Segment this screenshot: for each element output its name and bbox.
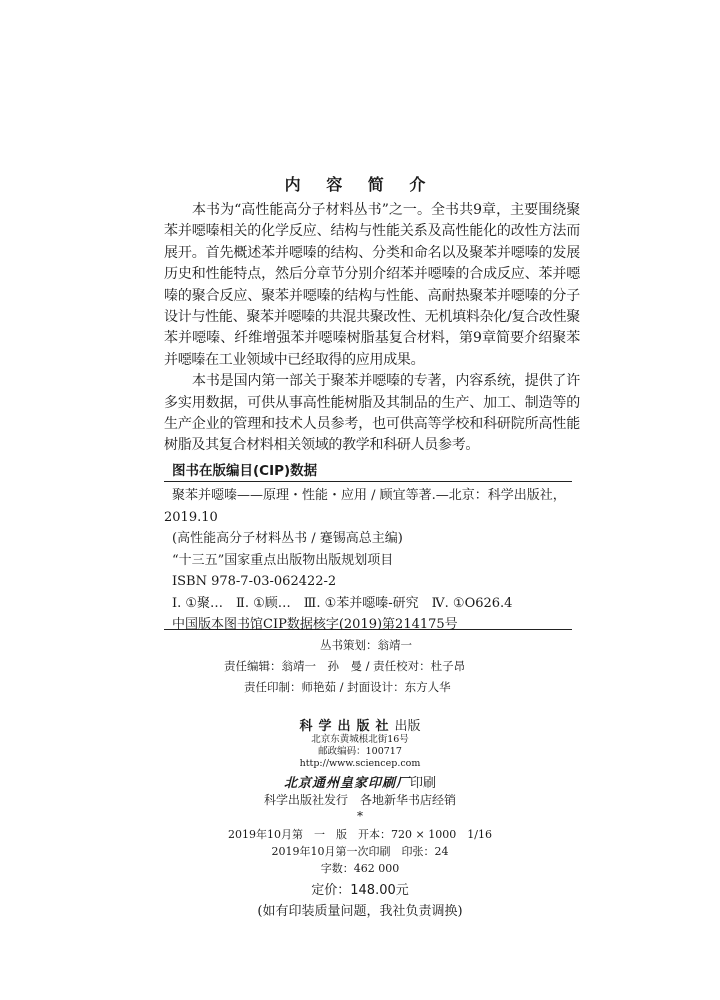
cip-line-series: (高性能高分子材料丛书 / 蹇锡高总主编) <box>172 531 403 546</box>
publisher-website: http://www.sciencep.com <box>299 758 421 769</box>
distribution-line: 科学出版社发行 各地新华书店经销 <box>263 793 456 807</box>
publisher-postcode: 邮政编码：100717 <box>318 746 402 757</box>
content-summary <box>164 200 580 457</box>
edition-info <box>0 826 720 877</box>
cip-line-date: 2019.10 <box>164 509 218 525</box>
cip-line-classification: Ⅰ. ①聚… Ⅱ. ①顾… Ⅲ. ①苯并噁嗪-研究 Ⅳ. ①O626.4 <box>172 595 513 611</box>
publisher-suffix: 出版 <box>394 719 421 734</box>
content-summary-heading: 内 容 简 介 <box>284 175 436 194</box>
publisher-line <box>0 715 720 734</box>
publisher-address: 北京东黄城根北街16号 <box>311 734 409 745</box>
price: 定价：148.00元 <box>311 883 409 898</box>
series-planner: 丛书策划：翁靖一 <box>320 638 412 652</box>
wordcount-line: 字数：462 000 <box>320 862 400 875</box>
cip-line-title: 聚苯并噁嗪——原理・性能・应用 / 顾宜等著.—北京：科学出版社， <box>172 488 566 503</box>
impression-line: 2019年10月第一次印刷 印张：24 <box>271 845 449 858</box>
quality-notice: (如有印装质量问题，我社负责调换) <box>257 904 463 919</box>
print-cover-designer: 责任印制：师艳茹 / 封面设计：东方人华 <box>244 680 451 694</box>
cip-bottom-rule <box>164 629 572 630</box>
printer-name: 北京通州皇家印刷厂 <box>283 776 410 791</box>
cip-title: 图书在版编目(CIP)数据 <box>172 463 318 479</box>
cip-top-rule <box>164 481 572 482</box>
printer-line <box>0 772 720 791</box>
edition-line: 2019年10月第 一 版 开本：720 × 1000 1/16 <box>228 828 492 841</box>
printer-suffix: 印刷 <box>410 776 437 791</box>
editors-proofreader: 责任编辑：翁靖一 孙 曼 / 责任校对：杜子昂 <box>224 659 466 673</box>
cip-data-block <box>164 485 572 636</box>
separator-star: * <box>357 809 363 823</box>
cip-line-record-number: 中国版本图书馆CIP数据核字(2019)第214175号 <box>172 617 458 632</box>
cip-line-project: “十三五”国家重点出版物出版规划项目 <box>172 552 394 568</box>
summary-paragraph-2: 本书是国内第一部关于聚苯并噁嗪的专著，内容系统，提供了许多实用数据，可供从事高性能树脂及其制品的生产、加工、制造等的生产企业的管理和技术人员参考，也可供高等学校和科研院所高性能树脂及其复合材料相关领域的教学和科研人员参考。 <box>164 373 580 454</box>
cip-line-isbn: ISBN 978-7-03-062422-2 <box>172 574 337 589</box>
publisher-name: 科学出版社 <box>299 719 395 734</box>
summary-paragraph-1: 本书为“高性能高分子材料丛书”之一。全书共9章，主要围绕聚苯并噁嗪相关的化学反应、结构与性能关系及高性能化的改性方法而展开。首先概述苯并噁嗪的结构、分类和命名以及聚苯并噁嗪的发展历史和性能特点，然后分章节分别介绍苯并噁嗪的合成反应、苯并噁嗪的聚合反应、聚苯并噁嗪的结构与性能、高耐热聚苯并噁嗪的分子设计与性能、聚苯并噁嗪的共混共聚改性、无机填料杂化/复合改性聚苯并噁嗪、纤维增强苯并噁嗪树脂基复合材料，第9章简要介绍聚苯并噁嗪在工业领域中已经取得的应用成果。 <box>164 202 580 368</box>
